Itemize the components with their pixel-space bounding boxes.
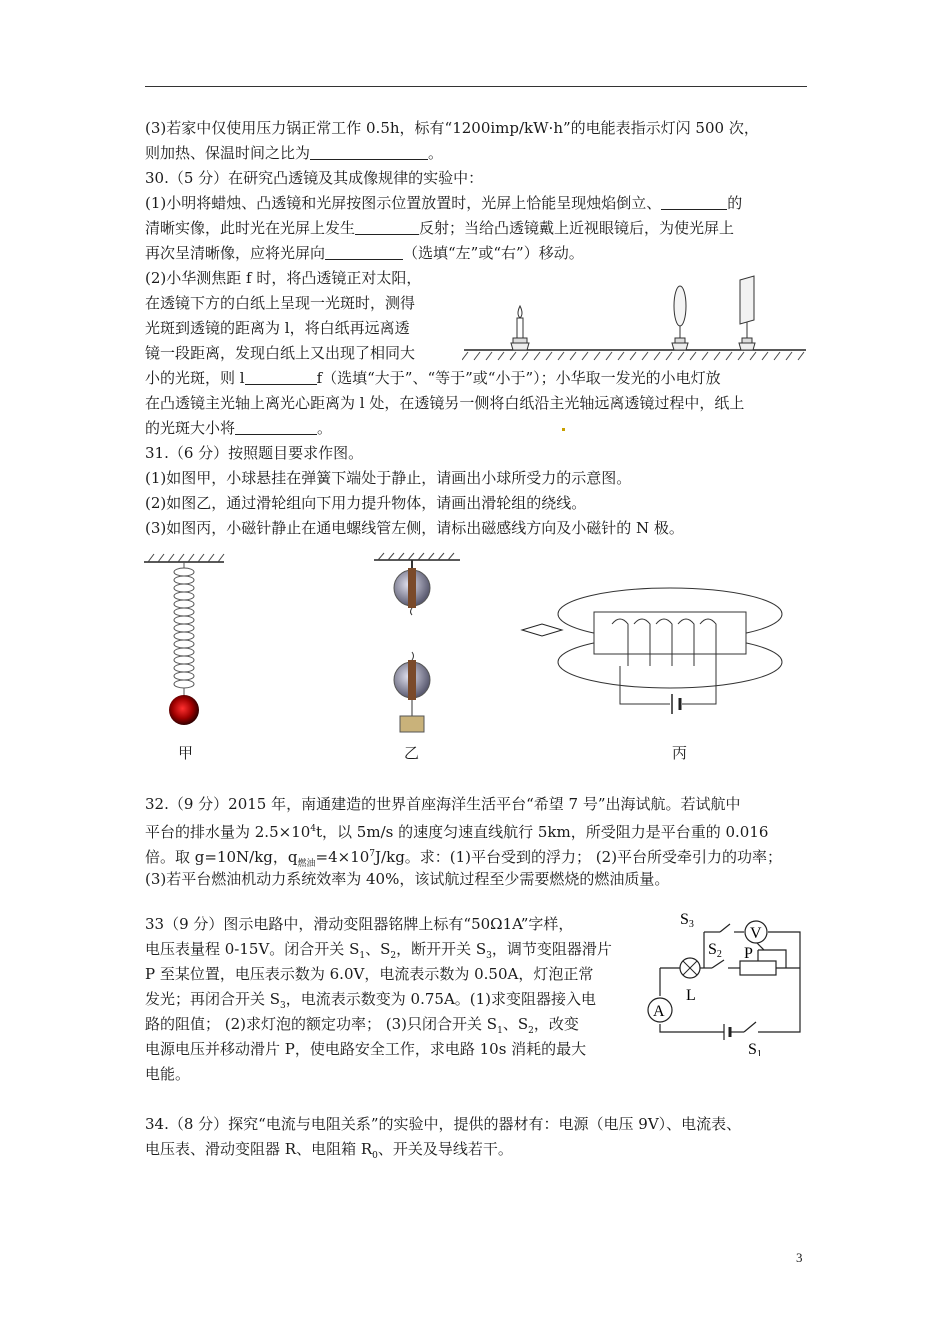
svg-text:S1: S1 xyxy=(748,1041,762,1056)
q33-line6: 电源电压并移动滑片 P，使电路安全工作，求电路 10s 消耗的最大 xyxy=(145,1040,587,1058)
optical-bench-figure xyxy=(462,272,808,364)
ball-icon xyxy=(169,695,199,725)
q32-line3: 倍。取 g=10N/kg，$q_{燃油}=4\times 10^7J/kg$。求：(1)平台受到的浮力； (2)平台所受牵引力的功率； xyxy=(145,848,783,869)
q33-line1: 33（9 分）图示电路中，滑动变阻器铭牌上标有“50Ω1A”字样， xyxy=(145,915,574,933)
q29-part3-line1: (3)若家中仅使用压力锅正常工作 0.5h，标有“1200imp/kW·h”的电能表指示灯闪 500 次， xyxy=(145,119,759,137)
light-screen-icon xyxy=(739,276,755,350)
answer-blank[interactable] xyxy=(310,144,428,160)
q32-line4: (3)若平台燃油机动力系统效率为 40%，该试航过程至少需要燃烧的燃油质量。 xyxy=(145,870,670,888)
q30-line8: 小的光斑，则 l f（选填“大于”、“等于”或“小于”）；小华取一发光的小电灯放 xyxy=(145,369,721,387)
figure-label-jia: 甲 xyxy=(178,744,194,762)
q31-part1: (1)如图甲，小球悬挂在弹簧下端处于静止，请画出小球所受力的示意图。 xyxy=(145,469,632,487)
q30-line6: 光斑到透镜的距离为 l，将白纸再远离透 xyxy=(145,319,410,337)
q33-line2: 电压表量程 0-15V。闭合开关 $S_1$、$S_2$，断开开关 $S_3$，调节变阻器滑片 xyxy=(145,940,612,961)
movable-pulley-icon xyxy=(394,652,430,716)
q33-line5: 路的阻值； (2)求灯泡的额定功率； (3)只闭合开关 $S_1$、$S_2$，改变 xyxy=(145,1015,579,1036)
q30-line10: 的光斑大小将 。 xyxy=(145,419,333,437)
q32-line2: 平台的排水量为 $2.5\times 10^4t$，以 5m/s 的速度匀速直线航行 5km，所受阻力是平台重的 0.016 xyxy=(145,823,769,841)
compass-needle-icon xyxy=(522,624,562,636)
q33-line4: 发光；再闭合开关 $S_3$，电流表示数变为 0.75A。(1)求变阻器接入电 xyxy=(145,990,597,1011)
svg-text:S2: S2 xyxy=(708,941,722,960)
q30-line9: 在凸透镜主光轴上离光心距离为 l 处，在透镜另一侧将白纸沿主光轴远离透镜过程中，纸上 xyxy=(145,394,745,412)
q30-line4: (2)小华测焦距 f 时，将凸透镜正对太阳， xyxy=(145,269,422,287)
q31-part2: (2)如图乙，通过滑轮组向下用力提升物体，请画出滑轮组的绕线。 xyxy=(145,494,587,512)
spring-ball-figure xyxy=(140,552,230,732)
convex-lens-icon xyxy=(672,286,688,350)
solenoid-figure xyxy=(512,580,812,720)
q34-line1: 34.（8 分）探究“电流与电阻关系”的实验中，提供的器材有：电源（电压 9V）、电流表、 xyxy=(145,1115,742,1133)
answer-blank[interactable] xyxy=(355,219,419,235)
answer-blank[interactable] xyxy=(325,244,403,260)
q33-line7: 电能。 xyxy=(145,1065,191,1083)
spring-icon xyxy=(174,562,194,696)
stray-dot xyxy=(562,428,565,431)
svg-text:V: V xyxy=(750,925,762,942)
pulley-figure xyxy=(370,552,465,737)
q30-heading: 30.（5 分）在研究凸透镜及其成像规律的实验中： xyxy=(145,169,484,187)
q31-part3: (3)如图丙，小磁针静止在通电螺线管左侧，请标出磁感线方向及小磁针的 N 极。 xyxy=(145,519,684,537)
svg-text:L: L xyxy=(686,987,696,1004)
q30-line5: 在透镜下方的白纸上呈现一光斑时，测得 xyxy=(145,294,416,312)
svg-text:S3: S3 xyxy=(680,911,694,930)
q30-line3: 再次呈清晰像，应将光屏向 （选填“左”或“右”）移动。 xyxy=(145,244,584,262)
fixed-pulley-icon xyxy=(394,560,430,615)
q29-part3-line2: 则加热、保温时间之比为 。 xyxy=(145,144,444,162)
q31-heading: 31.（6 分）按照题目要求作图。 xyxy=(145,444,364,462)
q30-line2: 清晰实像，此时光在光屏上发生 反射；当给凸透镜戴上近视眼镜后，为使光屏上 xyxy=(145,219,735,237)
svg-text:A: A xyxy=(653,1003,665,1020)
weight-block-icon xyxy=(400,716,424,732)
candle-icon xyxy=(511,306,529,350)
answer-blank[interactable] xyxy=(245,369,317,385)
voltmeter-icon xyxy=(745,921,767,943)
q30-line1: (1)小明将蜡烛、凸透镜和光屏按图示位置放置时，光屏上恰能呈现烛焰倒立、 的 xyxy=(145,194,743,212)
header-rule xyxy=(145,86,807,87)
figure-label-bing: 丙 xyxy=(672,744,688,762)
figure-label-yi: 乙 xyxy=(404,744,420,762)
q30-line7: 镜一段距离，发现白纸上又出现了相同大 xyxy=(145,344,416,362)
answer-blank[interactable] xyxy=(235,419,317,435)
q32-line1: 32.（9 分）2015 年，南通建造的世界首座海洋生活平台“希望 7 号”出海试航。若试航中 xyxy=(145,795,741,813)
ammeter-icon xyxy=(648,998,672,1022)
circuit-diagram xyxy=(640,906,812,1056)
page-number: 3 xyxy=(796,1250,803,1265)
answer-blank[interactable] xyxy=(661,194,727,210)
lamp-icon xyxy=(680,958,700,978)
q33-line3: P 至某位置，电压表示数为 6.0V，电流表示数为 0.50A，灯泡正常 xyxy=(145,965,594,983)
svg-text:P: P xyxy=(744,945,753,962)
q34-line2: 电压表、滑动变阻器 R、电阻箱 $R_0$、开关及导线若干。 xyxy=(145,1140,513,1161)
